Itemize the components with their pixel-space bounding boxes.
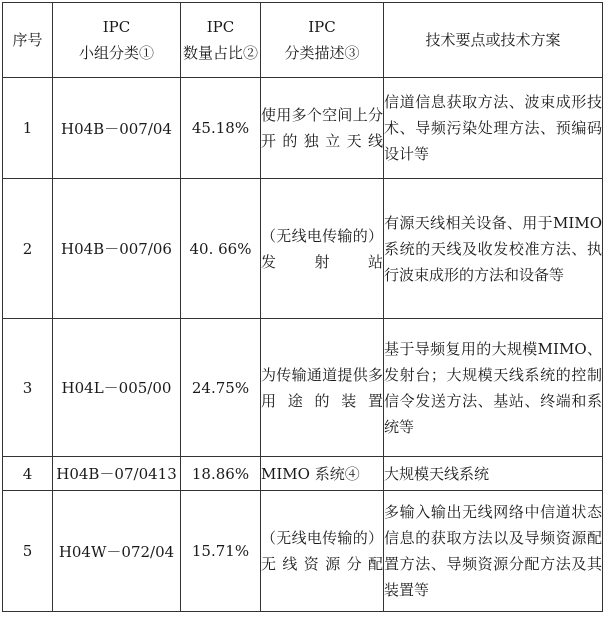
table-row [3, 457, 603, 491]
header-ratio-line1: IPC [206, 18, 235, 36]
header-ipc-group-line1: IPC [102, 18, 131, 36]
header-description [261, 3, 384, 78]
header-ratio-line2: 数量占比② [182, 44, 258, 62]
cell-index: 1 [3, 78, 53, 179]
cell-ipc-code: H04B－07/0413 [53, 457, 181, 491]
cell-tech-points: 基于导频复用的大规模MIMO、发射台；大规模天线系统的控制信令发送方法、基站、终端和系统等 [384, 319, 603, 457]
cell-ratio: 45.18% [181, 78, 261, 179]
cell-tech-points: 大规模天线系统 [384, 457, 603, 491]
cell-description: 为传输通道提供多用途的装置 [261, 319, 384, 457]
cell-description: （无线电传输的）无线资源分配 [261, 491, 384, 612]
cell-ratio: 15.71% [181, 491, 261, 612]
header-ipc-group-line2: 小组分类① [78, 44, 154, 62]
cell-index: 5 [3, 491, 53, 612]
header-index-label: 序号 [12, 31, 43, 49]
header-description-line2: 分类描述③ [284, 44, 360, 62]
cell-description: 使用多个空间上分开的独立天线 [261, 78, 384, 179]
header-tech-points-label: 技术要点或技术方案 [425, 31, 561, 49]
cell-ipc-code: H04B－007/06 [53, 179, 181, 319]
cell-ipc-code: H04L－005/00 [53, 319, 181, 457]
cell-ratio: 18.86% [181, 457, 261, 491]
header-tech-points [384, 3, 603, 78]
header-index [3, 3, 53, 78]
cell-tech-points: 有源天线相关设备、用于MIMO系统的天线及收发校准方法、执行波束成形的方法和设备等 [384, 179, 603, 319]
cell-ratio: 24.75% [181, 319, 261, 457]
cell-tech-points: 信道信息获取方法、波束成形技术、导频污染处理方法、预编码设计等 [384, 78, 603, 179]
cell-ipc-code: H04W－072/04 [53, 491, 181, 612]
cell-description: （无线电传输的）发射站 [261, 179, 384, 319]
table-row [3, 319, 603, 457]
cell-index: 4 [3, 457, 53, 491]
header-ipc-group [53, 3, 181, 78]
cell-index: 3 [3, 319, 53, 457]
table-row [3, 78, 603, 179]
cell-tech-points: 多输入输出无线网络中信道状态信息的获取方法以及导频资源配置方法、导频资源分配方法及其装置等 [384, 491, 603, 612]
table-row [3, 179, 603, 319]
cell-description: MIMO 系统④ [261, 457, 384, 491]
header-ratio [181, 3, 261, 78]
cell-ratio: 40. 66% [181, 179, 261, 319]
ipc-classification-table [2, 2, 603, 612]
header-description-line1: IPC [308, 18, 336, 36]
cell-ipc-code: H04B－007/04 [53, 78, 181, 179]
table-header-row [3, 3, 603, 78]
table-row [3, 491, 603, 612]
cell-index: 2 [3, 179, 53, 319]
